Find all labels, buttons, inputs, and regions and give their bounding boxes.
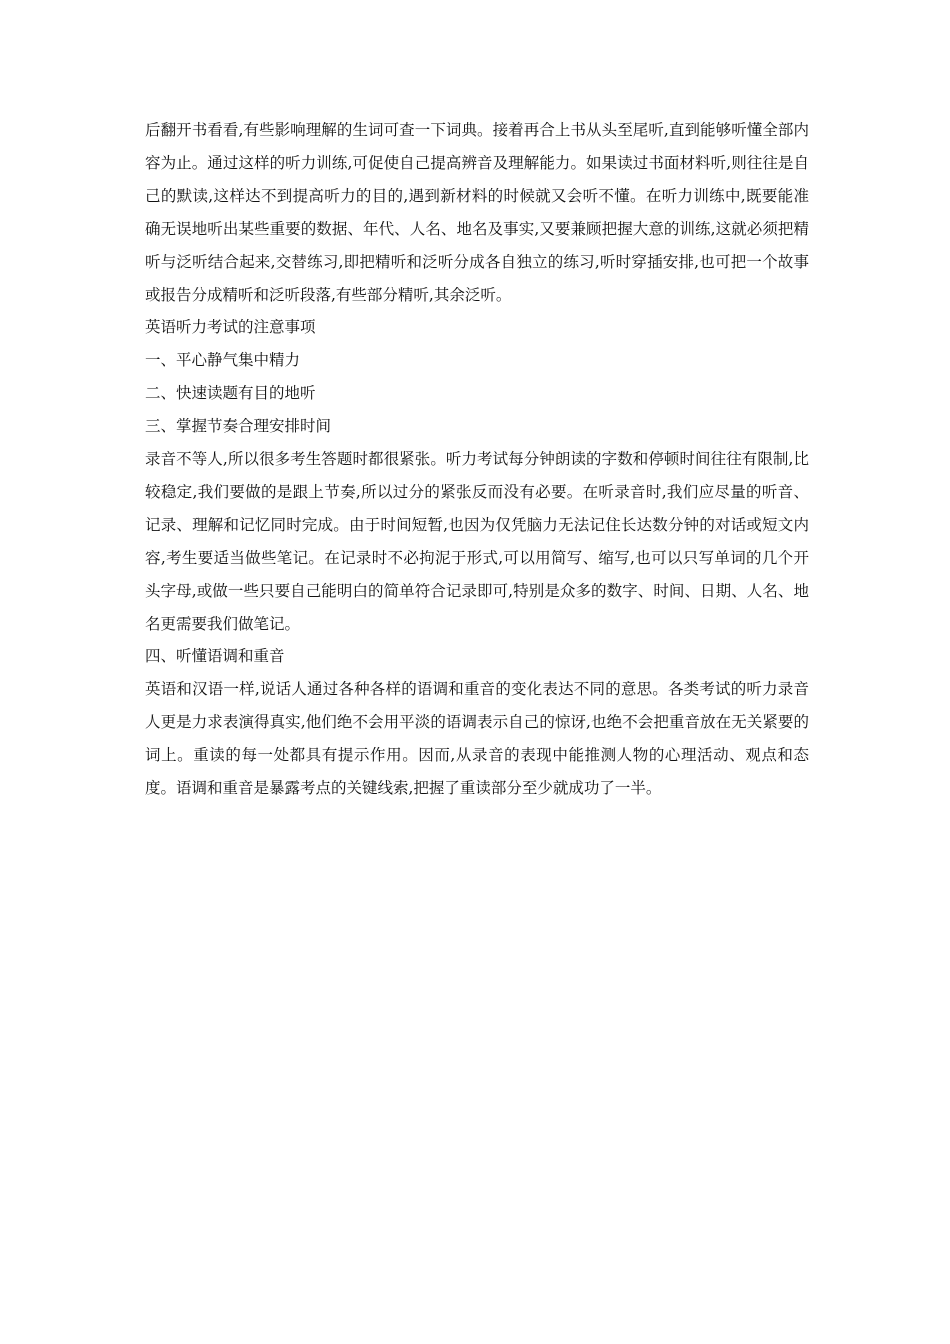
item-4-title: 四、听懂语调和重音 xyxy=(145,647,285,665)
item-3-title: 三、掌握节奏合理安排时间 xyxy=(145,417,332,435)
item-4-body: 英语和汉语一样,说话人通过各种各样的语调和重音的变化表达不同的意思。各类考试的听力录音人更是力求表演得真实,他们绝不会用平淡的语调表示自己的惊讶,也绝不会把重音放在无关紧要的词上。重读的每一处都具有提示作用。因而,从录音的表现中能推测人物的心理活动、观点和态度。语调和重音是暴露考点的关键线索,把握了重读部分至少就成功了一半。 xyxy=(145,680,809,797)
item-1-title: 一、平心静气集中精力 xyxy=(145,351,301,369)
document-page xyxy=(145,114,809,805)
item-3-body: 录音不等人,所以很多考生答题时都很紧张。听力考试每分钟朗读的字数和停顿时间往往有限制,比较稳定,我们要做的是跟上节奏,所以过分的紧张反而没有必要。在听录音时,我们应尽量的听音、记录、理解和记忆同时完成。由于时间短暂,也因为仅凭脑力无法记住长达数分钟的对话或短文内容,考生要适当做些笔记。在记录时不必拘泥于形式,可以用简写、缩写,也可以只写单词的几个开头字母,或做一些只要自己能明白的简单符合记录即可,特别是众多的数字、时间、日期、人名、地名更需要我们做笔记。 xyxy=(145,450,809,633)
intro-paragraph: 后翻开书看看,有些影响理解的生词可查一下词典。接着再合上书从头至尾听,直到能够听懂全部内容为止。通过这样的听力训练,可促使自己提高辨音及理解能力。如果读过书面材料听,则往往是自己的默读,这样达不到提高听力的目的,遇到新材料的时候就又会听不懂。在听力训练中,既要能准确无误地听出某些重要的数据、年代、人名、地名及事实,又要兼顾把握大意的训练,这就必须把精听与泛听结合起来,交替练习,即把精听和泛听分成各自独立的练习,听时穿插安排,也可把一个故事或报告分成精听和泛听段落,有些部分精听,其余泛听。 xyxy=(145,121,809,304)
section-title: 英语听力考试的注意事项 xyxy=(145,318,316,336)
item-2-title: 二、快速读题有目的地听 xyxy=(145,384,316,402)
